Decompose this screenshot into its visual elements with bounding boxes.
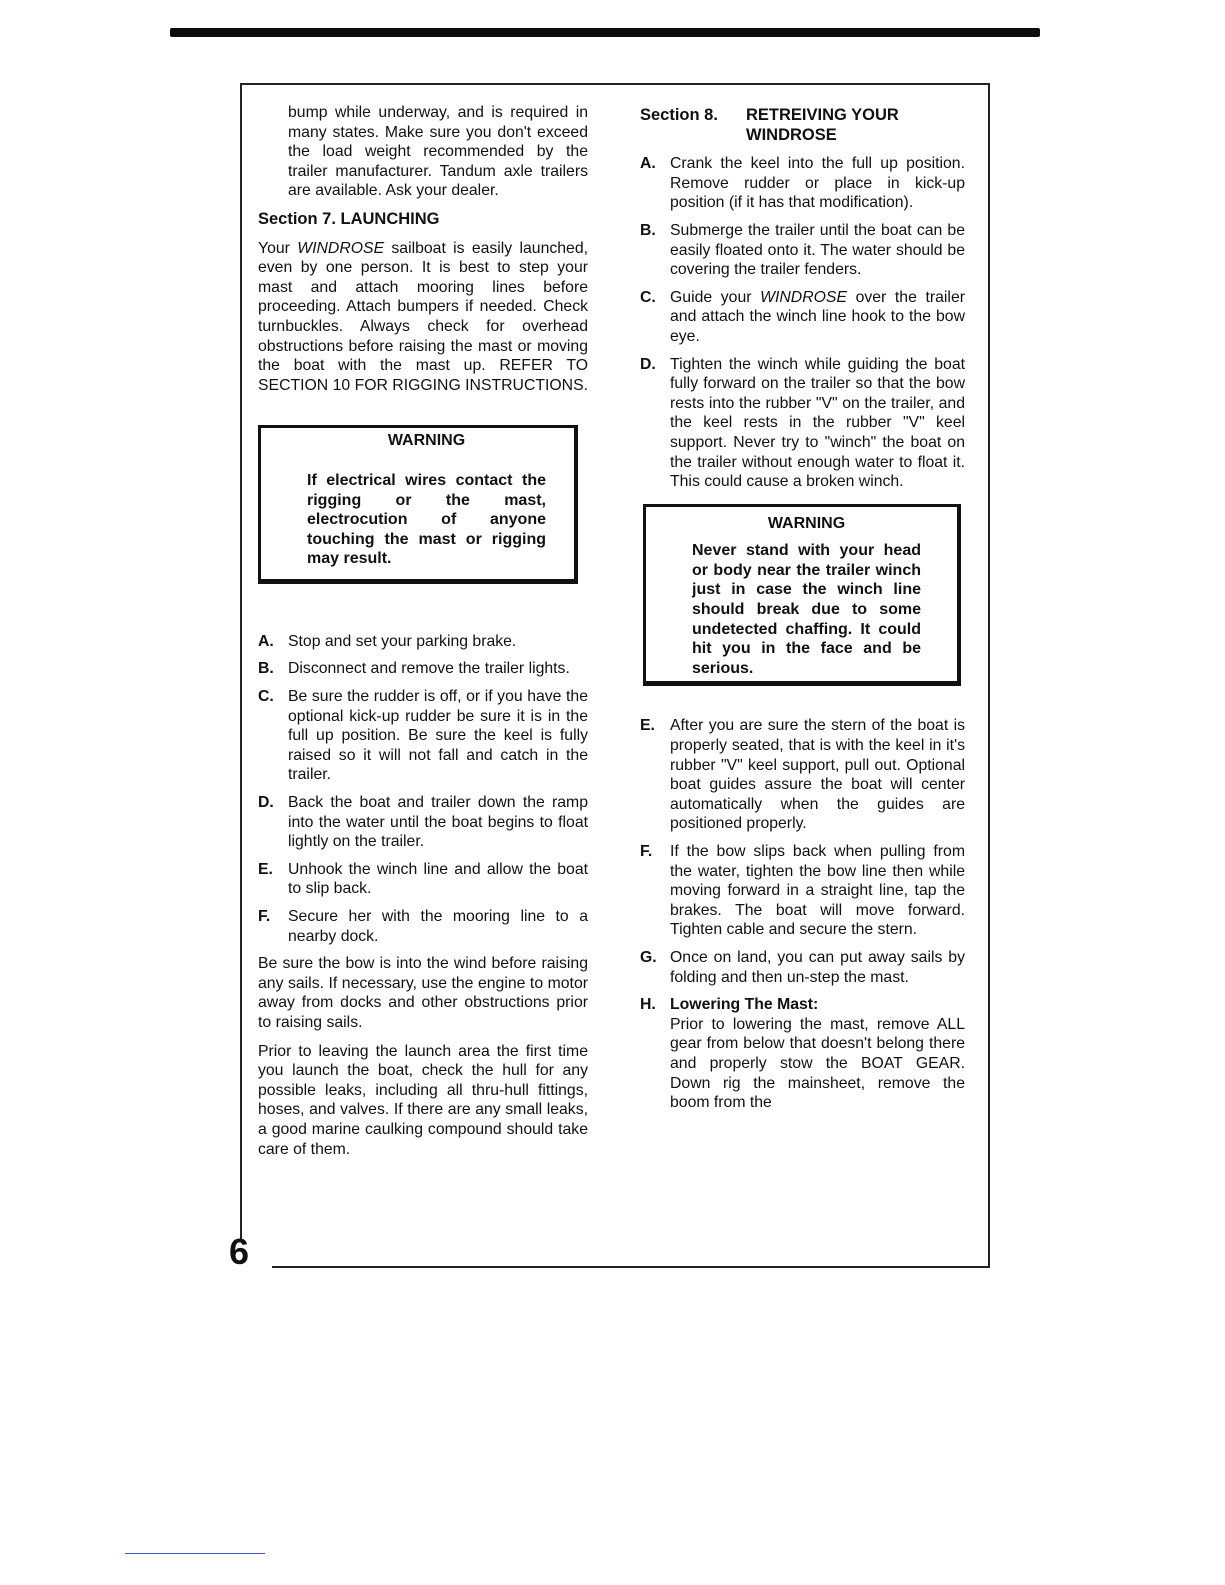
list-letter: H. — [640, 996, 656, 1014]
page-frame-top-rule — [240, 83, 990, 85]
list-text — [670, 995, 965, 1113]
list-text: After you are sure the stern of the boat is properly seated, that is with the keel in it's rubber "V" keel support, pull out. Optional boat guides assure the boat will center automatically when the guides are positioned properly. — [670, 717, 965, 833]
warning-text: If electrical wires contact the rigging or the mast, electrocution of anyone touching the mast or rigging may result. — [307, 471, 546, 568]
list-text: Stop and set your parking brake. — [288, 632, 517, 650]
list-item — [640, 948, 965, 987]
list-text: Once on land, you can put away sails by folding and then un-step the mast. — [670, 948, 965, 986]
section-7-heading: Section 7. LAUNCHING — [258, 209, 440, 228]
winch-warning-box — [643, 504, 961, 687]
list-item — [258, 632, 588, 652]
lowering-mast-title: Lowering The Mast: — [670, 996, 819, 1014]
list-text: Be sure the rudder is off, or if you have the optional kick-up rudder be sure it is in the full up position. Be sure the keel is fully raised so it will not fall and catch in the trailer. — [288, 688, 588, 784]
list-letter: F. — [640, 843, 653, 860]
list-text: Guide your WINDROSE over the trailer and attach the winch line hook to the bow eye. — [670, 288, 965, 345]
list-text: Crank the keel into the full up position. Remove rudder or place in kick-up position (if it has that modification). — [670, 155, 965, 212]
list-text: Unhook the winch line and allow the boat to slip back. — [288, 860, 588, 898]
left-column — [258, 103, 588, 1168]
list-letter: E. — [258, 860, 273, 878]
list-text: Submerge the trailer until the boat can be easily floated onto it. The water should be covering the trailer fenders. — [670, 221, 965, 279]
list-item — [640, 842, 965, 940]
right-column — [640, 106, 965, 1121]
list-letter: A. — [640, 155, 656, 173]
warning-title: WARNING — [767, 514, 846, 532]
list-item — [640, 221, 965, 280]
list-item — [258, 793, 588, 852]
list-text: If the bow slips back when pulling from the water, tighten the bow line then while moving forward in a straight line, tap the brakes. The boat will move forward. Tighten cable and secure the stern. — [670, 843, 965, 939]
list-item — [258, 907, 588, 946]
launch-steps-list — [258, 632, 588, 946]
page-frame-bottom-rule — [272, 1266, 990, 1268]
bow-wind-paragraph: Be sure the bow is into the wind before raising any sails. If necessary, use the engine to motor away from docks and other obstructions prior to raising sails. — [258, 955, 588, 1031]
list-letter: B. — [258, 660, 274, 678]
list-letter: A. — [258, 632, 274, 650]
list-letter: C. — [258, 688, 274, 706]
brand-windrose: WINDROSE — [760, 288, 847, 306]
hull-leaks-paragraph: Prior to leaving the launch area the first time you launch the boat, check the hull for any possible leaks, including all thru-hull fittings, hoses, and valves. If there are any small leaks, a good marine caulking compound should take care of them. — [258, 1042, 588, 1158]
page-frame-right-rule — [988, 83, 990, 1268]
section-8-title: RETREIVING YOUR WINDROSE — [746, 106, 899, 144]
list-item — [640, 716, 965, 834]
electrical-warning-box — [258, 425, 578, 584]
page-frame-left-rule — [240, 83, 242, 1240]
list-letter: G. — [640, 948, 657, 966]
brand-windrose: WINDROSE — [297, 239, 385, 257]
launching-paragraph: Your WINDROSE sailboat is easily launched, even by one person. It is best to step your mast and attach mooring lines before proceeding. Attach bumpers if needed. Check turnbuckles. Always check for overhead obstructions before raising the mast or moving the boat with the mast up. REFER TO SECTION 10 FOR RIGGING INSTRUCTIONS. — [258, 239, 589, 394]
list-letter: F. — [258, 908, 271, 925]
section-8-heading — [640, 106, 965, 145]
lowering-mast-text: Prior to lowering the mast, remove ALL gear from below that doesn't belong there and properly stow the BOAT GEAR. Down rig the mainsheet, remove the boom from the — [670, 1015, 965, 1112]
list-letter: E. — [640, 717, 655, 735]
top-scan-bar — [170, 28, 1040, 37]
warning-title: WARNING — [387, 432, 466, 450]
footer-link-underline — [125, 1553, 265, 1554]
list-item — [258, 860, 588, 899]
list-letter: C. — [640, 288, 656, 306]
page-number: 6 — [229, 1231, 250, 1272]
list-text: Back the boat and trailer down the ramp into the water until the boat begins to float lightly on the trailer. — [288, 794, 588, 851]
section-8-number: Section 8. — [640, 106, 718, 124]
list-item — [258, 659, 588, 679]
list-item — [640, 995, 965, 1113]
trailer-intro-paragraph: bump while underway, and is required in many states. Make sure you don't exceed the load weight recommended by the trailer manufacturer. Tandum axle trailers are available. Ask your dealer. — [288, 104, 588, 200]
list-text: Disconnect and remove the trailer lights. — [288, 660, 570, 678]
list-letter: D. — [640, 355, 656, 373]
list-letter: D. — [258, 794, 274, 812]
list-letter: B. — [640, 221, 656, 239]
list-item — [640, 355, 965, 492]
list-text: Tighten the winch while guiding the boat fully forward on the trailer so that the bow rests into the rubber "V" on the trailer, and the keel rests in the rubber "V" keel support. Never try to "winch" the boat on the trailer without enough water to float it. This could cause a broken winch. — [670, 355, 965, 491]
list-item — [258, 687, 588, 785]
list-item — [640, 154, 965, 213]
list-text: Secure her with the mooring line to a nearby dock. — [288, 908, 588, 945]
list-item — [640, 288, 965, 347]
warning-text: Never stand with your head or body near the trailer winch just in case the winch line should break due to some undetected chaffing. It could hit you in the face and be serious. — [692, 542, 921, 677]
